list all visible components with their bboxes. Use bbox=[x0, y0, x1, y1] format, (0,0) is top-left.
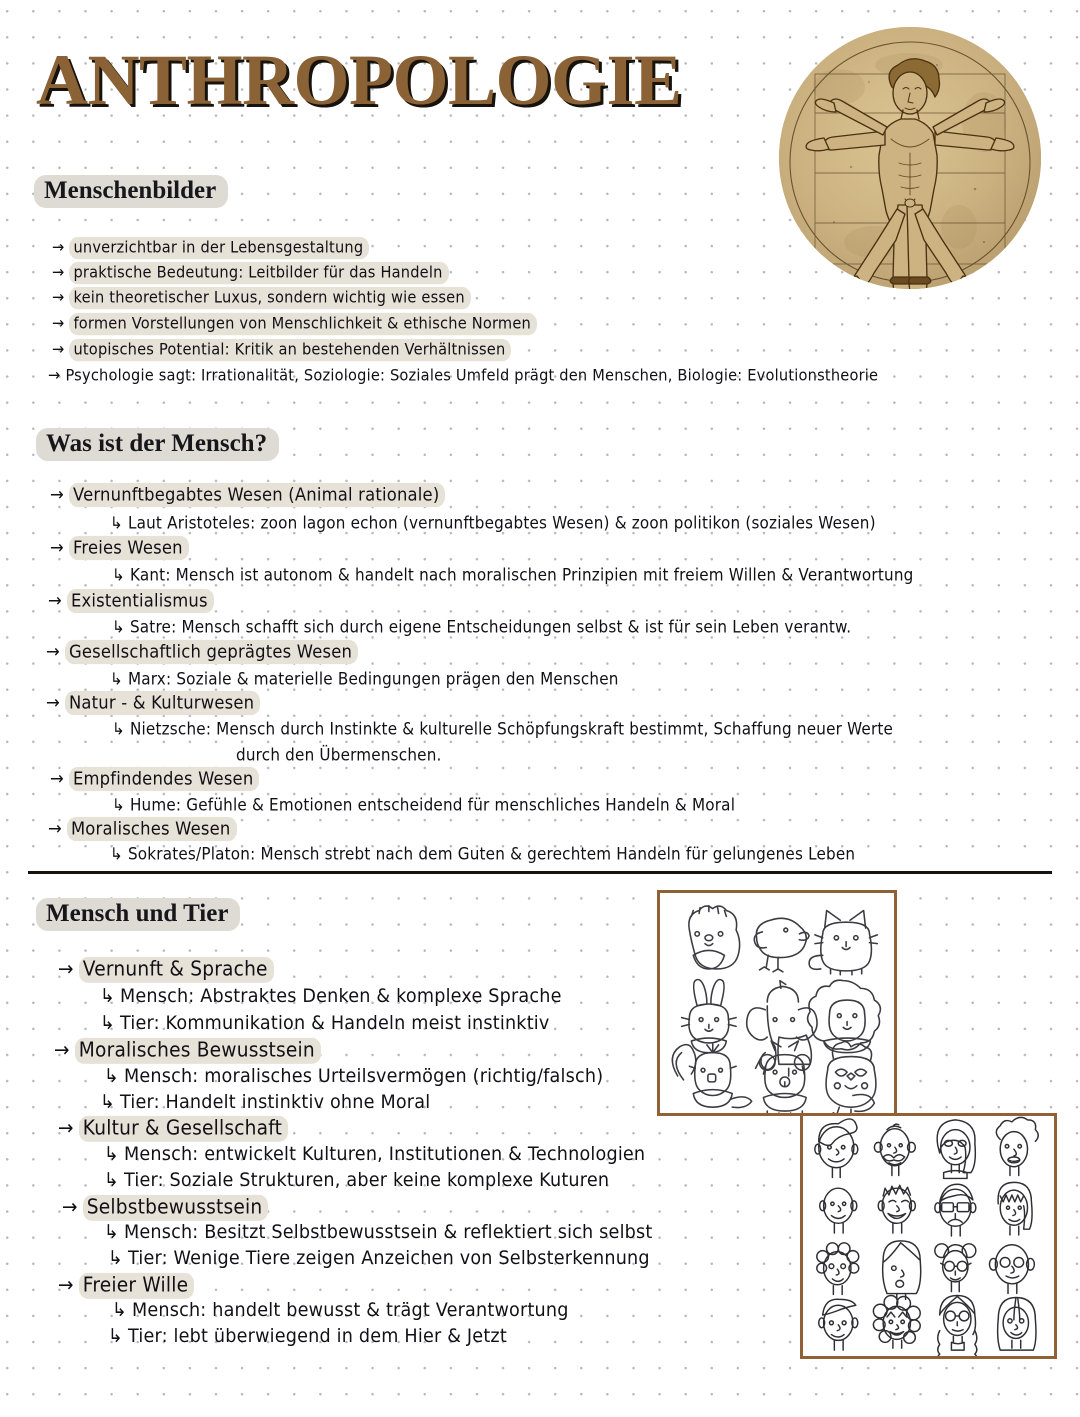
note-line bbox=[100, 1092, 430, 1114]
sub-arrow-icon: ↳ bbox=[112, 719, 125, 739]
arrow-icon: → bbox=[58, 1117, 74, 1140]
note-text: Selbstbewusstsein bbox=[83, 1195, 269, 1221]
note-text: Mensch: Besitzt Selbstbewusstsein & reflektiert sich selbst bbox=[123, 1222, 653, 1244]
section-heading-was-ist-der-mensch: Was ist der Mensch? bbox=[36, 428, 279, 461]
face-woman-wavy-glasses bbox=[873, 1296, 920, 1349]
section-heading-mensch-und-tier: Mensch und Tier bbox=[36, 898, 240, 931]
section-divider bbox=[28, 871, 1052, 874]
note-text: Natur - & Kulturwesen bbox=[65, 691, 260, 715]
arrow-icon: → bbox=[52, 314, 65, 334]
vitruvian-man-illustration bbox=[779, 27, 1041, 289]
note-line bbox=[104, 1222, 652, 1244]
arrow-icon: → bbox=[48, 366, 61, 386]
sub-arrow-icon: ↳ bbox=[108, 1248, 123, 1270]
note-line bbox=[58, 1274, 194, 1297]
arrow-icon: → bbox=[52, 288, 65, 308]
arrow-icon: → bbox=[50, 484, 64, 505]
sub-arrow-icon: ↳ bbox=[100, 986, 115, 1008]
note-line bbox=[112, 1300, 569, 1322]
note-line bbox=[50, 484, 445, 505]
note-line bbox=[58, 1117, 288, 1140]
note-line bbox=[104, 1144, 645, 1166]
note-line bbox=[100, 1013, 550, 1035]
arrow-icon: → bbox=[50, 537, 64, 558]
face-woman-curly-short bbox=[996, 1117, 1038, 1175]
note-text: Laut Aristoteles: zoon lagon echon (vernunftbegabtes Wesen) & zoon politikon (soziales Wesen) bbox=[127, 513, 876, 533]
note-text: Tier: Wenige Tiere zeigen Anzeichen von Selbsterkennung bbox=[127, 1248, 650, 1270]
human-faces-doodles-panel bbox=[800, 1113, 1057, 1359]
sub-arrow-icon: ↳ bbox=[110, 669, 123, 689]
note-text: kein theoretischer Luxus, sondern wichtig wie essen bbox=[69, 287, 470, 309]
note-line bbox=[46, 641, 358, 662]
note-line bbox=[58, 958, 274, 981]
face-woman-long-straight bbox=[998, 1297, 1036, 1350]
face-man-spiky-hair bbox=[878, 1185, 915, 1233]
arrow-icon: → bbox=[48, 590, 62, 611]
sub-arrow-icon: ↳ bbox=[104, 1144, 119, 1166]
note-text: Tier: Kommunikation & Handeln meist instinktiv bbox=[119, 1013, 550, 1035]
note-text: Tier: Handelt instinktiv ohne Moral bbox=[119, 1092, 431, 1114]
note-line bbox=[112, 617, 851, 637]
arrow-icon: → bbox=[54, 1039, 70, 1062]
sub-arrow-icon: ↳ bbox=[112, 795, 125, 815]
arrow-icon: → bbox=[52, 263, 65, 283]
note-text: Mensch: moralisches Urteilsvermögen (richtig/falsch) bbox=[123, 1066, 604, 1088]
note-text: Hume: Gefühle & Emotionen entscheidend für menschliches Handeln & Moral bbox=[129, 795, 736, 815]
face-girl-braids-glasses bbox=[938, 1296, 977, 1356]
note-text: Vernunftbegabtes Wesen (Animal rationale) bbox=[69, 483, 445, 507]
note-line bbox=[112, 719, 893, 739]
arrow-icon: → bbox=[46, 641, 60, 662]
page-title: ANTHROPOLOGIE bbox=[36, 40, 682, 120]
note-line bbox=[110, 844, 855, 864]
note-line bbox=[52, 263, 449, 282]
note-line bbox=[110, 669, 619, 689]
note-line bbox=[52, 238, 369, 257]
face-woman-long-hair bbox=[937, 1120, 975, 1179]
note-line bbox=[48, 366, 878, 385]
note-text: Mensch: Abstraktes Denken & komplexe Sprache bbox=[119, 986, 562, 1008]
animal-doodles-panel bbox=[657, 890, 897, 1116]
note-text: Satre: Mensch schafft sich durch eigene Entscheidungen selbst & ist für sein Leben verantw. bbox=[129, 617, 852, 637]
note-line bbox=[52, 314, 537, 333]
cat-doodle bbox=[809, 911, 877, 975]
sub-arrow-icon: ↳ bbox=[100, 1013, 115, 1035]
note-line bbox=[48, 818, 237, 839]
note-text: Moralisches Bewusstsein bbox=[75, 1038, 321, 1064]
note-line bbox=[112, 795, 735, 815]
section-heading-menschenbilder: Menschenbilder bbox=[34, 175, 228, 208]
face-woman-straight-hair bbox=[883, 1241, 921, 1300]
face-girl-glasses-buns bbox=[935, 1244, 976, 1292]
note-line bbox=[110, 513, 876, 533]
arrow-icon: → bbox=[58, 958, 74, 981]
note-line bbox=[50, 537, 189, 558]
note-text: Kultur & Gesellschaft bbox=[79, 1116, 288, 1142]
note-line bbox=[108, 1248, 650, 1270]
sub-arrow-icon: ↳ bbox=[112, 565, 125, 585]
note-line bbox=[100, 986, 562, 1008]
face-man-big-eyes bbox=[989, 1245, 1034, 1294]
note-line bbox=[50, 768, 259, 789]
bird-doodle bbox=[754, 918, 809, 972]
note-line bbox=[104, 1170, 609, 1192]
note-text: Nietzsche: Mensch durch Instinkte & kulturelle Schöpfungskraft bestimmt, Schaffung neuer Werte bbox=[129, 719, 894, 739]
note-text: Freier Wille bbox=[79, 1273, 195, 1299]
arrow-icon: → bbox=[62, 1196, 78, 1219]
sub-arrow-icon: ↳ bbox=[104, 1170, 119, 1192]
note-text: formen Vorstellungen von Menschlichkeit & ethische Normen bbox=[69, 313, 537, 335]
sub-arrow-icon: ↳ bbox=[104, 1222, 119, 1244]
note-text: utopisches Potential: Kritik an bestehenden Verhältnissen bbox=[69, 339, 511, 361]
note-text: Empfindendes Wesen bbox=[69, 767, 260, 791]
note-text: Gesellschaftlich geprägtes Wesen bbox=[65, 640, 358, 664]
note-text: Moralisches Wesen bbox=[67, 817, 237, 841]
note-line bbox=[236, 745, 442, 765]
face-person-glasses-frown bbox=[935, 1184, 976, 1236]
skunk-doodle bbox=[672, 1044, 751, 1108]
rabbit-doodle bbox=[682, 979, 737, 1052]
note-text: durch den Übermenschen. bbox=[236, 745, 442, 765]
sub-arrow-icon: ↳ bbox=[112, 1300, 127, 1322]
note-line bbox=[108, 1326, 507, 1348]
arrow-icon: → bbox=[52, 340, 65, 360]
arrow-icon: → bbox=[50, 768, 64, 789]
note-text: Psychologie sagt: Irrationalität, Soziologie: Soziales Umfeld prägt den Menschen, Biologie: Evolutionstheorie bbox=[65, 366, 879, 386]
note-text: Kant: Mensch ist autonom & handelt nach moralischen Prinzipien mit freiem Willen & Verantwortung bbox=[129, 565, 914, 585]
sub-arrow-icon: ↳ bbox=[108, 1326, 123, 1348]
note-text: Existentialismus bbox=[67, 589, 214, 613]
face-man-side-part bbox=[819, 1299, 858, 1350]
note-line bbox=[48, 590, 214, 611]
elephant-doodle bbox=[747, 981, 817, 1076]
note-text: Mensch: entwickelt Kulturen, Institutionen & Technologien bbox=[123, 1144, 646, 1166]
sub-arrow-icon: ↳ bbox=[100, 1092, 115, 1114]
note-text: Freies Wesen bbox=[69, 536, 189, 560]
face-bald-man-moustache bbox=[874, 1124, 915, 1175]
arrow-icon: → bbox=[48, 818, 62, 839]
hamster-doodle bbox=[689, 906, 740, 969]
note-line bbox=[52, 288, 471, 307]
face-man-quiff bbox=[815, 1119, 858, 1178]
arrow-icon: → bbox=[52, 238, 65, 258]
note-text: Sokrates/Platon: Mensch strebt nach dem Guten & gerechtem Handeln für gelungenes Leben bbox=[127, 844, 856, 864]
note-text: unverzichtbar in der Lebensgestaltung bbox=[69, 237, 369, 259]
sub-arrow-icon: ↳ bbox=[112, 617, 125, 637]
sub-arrow-icon: ↳ bbox=[110, 513, 123, 533]
note-line bbox=[104, 1066, 603, 1088]
note-text: Marx: Soziale & materielle Bedingungen prägen den Menschen bbox=[127, 669, 619, 689]
arrow-icon: → bbox=[46, 692, 60, 713]
sub-arrow-icon: ↳ bbox=[104, 1066, 119, 1088]
note-text: Tier: lebt überwiegend in dem Hier & Jetzt bbox=[127, 1326, 507, 1348]
note-line bbox=[52, 340, 511, 359]
note-line bbox=[62, 1196, 268, 1219]
note-line bbox=[54, 1039, 321, 1062]
arrow-icon: → bbox=[58, 1274, 74, 1297]
note-text: Tier: Soziale Strukturen, aber keine komplexe Kuturen bbox=[123, 1170, 610, 1192]
note-text: praktische Bedeutung: Leitbilder für das Handeln bbox=[69, 262, 448, 284]
note-text: Vernunft & Sprache bbox=[79, 957, 274, 983]
face-woman-fringe bbox=[998, 1182, 1032, 1235]
sub-arrow-icon: ↳ bbox=[110, 844, 123, 864]
bear-doodle bbox=[759, 1041, 810, 1113]
face-bald-smiling bbox=[820, 1188, 857, 1233]
face-woman-curls bbox=[817, 1243, 859, 1295]
note-line bbox=[112, 565, 914, 585]
note-text: Mensch: handelt bewusst & trägt Verantwortung bbox=[131, 1300, 569, 1322]
note-line bbox=[46, 692, 260, 713]
